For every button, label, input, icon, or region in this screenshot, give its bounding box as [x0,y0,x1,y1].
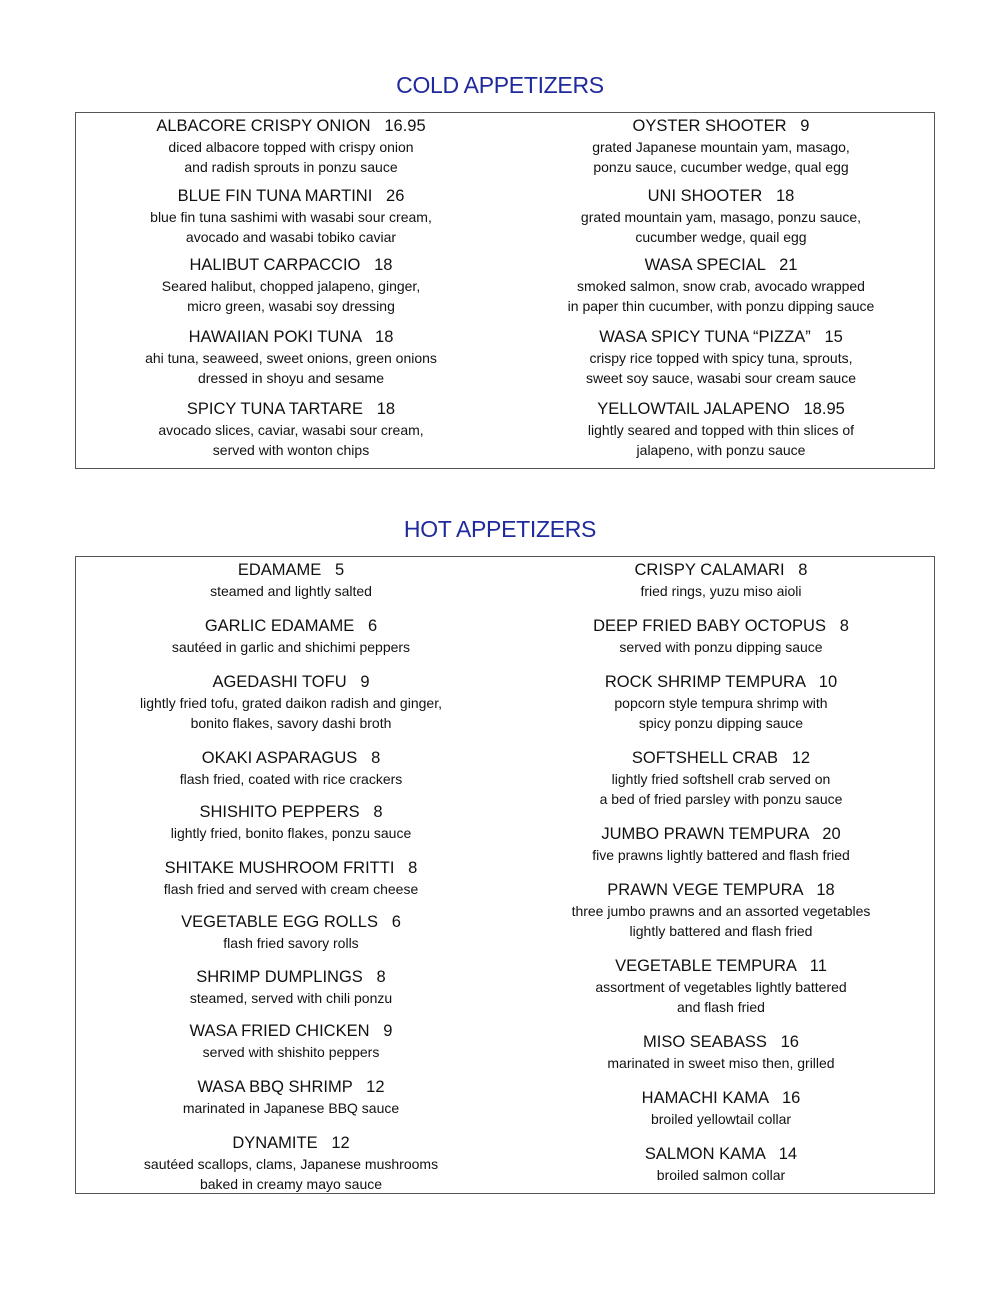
hot-appetizers-box [75,556,935,1194]
item-desc-line: flash fried, coated with rice crackers [179,771,403,787]
item-name: ROCK SHRIMP TEMPURA 10 [604,673,838,691]
item-name: WASA FRIED CHICKEN 9 [189,1022,393,1040]
item-name: SHISHITO PEPPERS 8 [199,803,383,821]
item-desc-line: served with shishito peppers [202,1044,380,1060]
item-desc-line: lightly battered and flash fried [629,923,813,939]
cold-appetizers-box [75,112,935,469]
item-name: ALBACORE CRISPY ONION 16.95 [156,117,426,135]
item-desc-line: steamed, served with chili ponzu [189,990,393,1006]
item-desc-line: assortment of vegetables lightly battered [595,979,847,995]
item-desc-line: fried rings, yuzu miso aioli [640,583,802,599]
menu-item [76,747,506,789]
item-name: VEGETABLE TEMPURA 11 [615,957,827,975]
item-desc-line: avocado and wasabi tobiko caviar [185,229,397,245]
menu-item [506,955,936,1017]
item-desc-line: blue fin tuna sashimi with wasabi sour cream, [150,209,432,225]
item-desc-line: lightly seared and topped with thin slices of [587,422,855,438]
item-desc-line: marinated in sweet miso then, grilled [607,1055,835,1071]
item-desc-line: broiled salmon collar [656,1167,786,1183]
item-desc-line: lightly fried softshell crab served on [611,771,831,787]
item-name: HAMACHI KAMA 16 [641,1089,801,1107]
item-name: OKAKI ASPARAGUS 8 [201,749,381,767]
item-name: SALMON KAMA 14 [644,1145,798,1163]
item-desc-line: sweet soy sauce, wasabi sour cream sauce [585,370,856,386]
item-name: AGEDASHI TOFU 9 [212,673,370,691]
item-name: DEEP FRIED BABY OCTOPUS 8 [593,617,849,635]
item-name: SHRIMP DUMPLINGS 8 [196,968,386,986]
item-desc-line: grated Japanese mountain yam, masago, [592,139,850,155]
item-desc-line: broiled yellowtail collar [650,1111,792,1127]
item-name: JUMBO PRAWN TEMPURA 20 [601,825,841,843]
item-name: SPICY TUNA TARTARE 18 [186,400,396,418]
menu-item [506,1143,936,1185]
item-name: CRISPY CALAMARI 8 [634,561,808,579]
item-desc-line: popcorn style tempura shrimp with [614,695,828,711]
menu-item [76,1020,506,1062]
menu-item [76,857,506,899]
cold-appetizers-title: COLD APPETIZERS [396,72,604,98]
item-desc-line: marinated in Japanese BBQ sauce [182,1100,400,1116]
menu-item [506,1031,936,1073]
menu-item [76,254,506,316]
item-desc-line: dressed in shoyu and sesame [198,370,384,386]
item-desc-line: served with wonton chips [212,442,370,458]
item-desc-line: avocado slices, caviar, wasabi sour cream, [158,422,424,438]
item-name: OYSTER SHOOTER 9 [632,117,810,135]
menu-item [76,559,506,601]
item-name: WASA SPECIAL 21 [644,256,798,274]
item-desc-line: spicy ponzu dipping sauce [638,715,804,731]
hot-appetizers-title: HOT APPETIZERS [403,516,597,542]
item-desc-line: cucumber wedge, quail egg [635,229,807,245]
item-desc-line: and radish sprouts in ponzu sauce [184,159,398,175]
item-desc-line: steamed and lightly salted [210,583,372,599]
item-desc-line: flash fried and served with cream cheese [163,881,419,897]
menu-item [76,398,506,460]
item-desc-line: and flash fried [677,999,765,1015]
item-desc-line: flash fried savory rolls [223,935,359,951]
menu-item [76,1132,506,1194]
item-desc-line: ahi tuna, seaweed, sweet onions, green onions [145,350,437,366]
menu-item [76,911,506,953]
menu-item [76,671,506,733]
menu-item [506,747,936,809]
menu-item [76,801,506,843]
item-name: YELLOWTAIL JALAPENO 18.95 [597,400,845,418]
item-desc-line: sautéed in garlic and shichimi peppers [171,639,411,655]
item-desc-line: three jumbo prawns and an assorted vegetables [571,903,871,919]
menu-item [76,115,506,177]
menu-item [506,1087,936,1129]
item-name: UNI SHOOTER 18 [647,187,795,205]
menu-item [506,823,936,865]
menu-item [76,615,506,657]
menu-item [506,615,936,657]
menu-item [76,966,506,1008]
item-desc-line: a bed of fried parsley with ponzu sauce [599,791,843,807]
item-name: HAWAIIAN POKI TUNA 18 [188,328,394,346]
menu-item [76,185,506,247]
item-name: HALIBUT CARPACCIO 18 [189,256,393,274]
item-name: SHITAKE MUSHROOM FRITTI 8 [164,859,418,877]
menu-item [506,398,936,460]
item-desc-line: in paper thin cucumber, with ponzu dipping sauce [567,298,875,314]
menu-item [76,1076,506,1118]
item-desc-line: diced albacore topped with crispy onion [168,139,414,155]
item-desc-line: lightly fried tofu, grated daikon radish and ginger, [140,695,442,711]
item-name: BLUE FIN TUNA MARTINI 26 [177,187,405,205]
item-desc-line: sautéed scallops, clams, Japanese mushrooms [143,1156,439,1172]
item-name: SOFTSHELL CRAB 12 [631,749,811,767]
item-name: EDAMAME 5 [237,561,345,579]
item-name: WASA SPICY TUNA “PIZZA” 15 [599,328,843,346]
menu-item [506,185,936,247]
menu-item [506,879,936,941]
menu-item [76,326,506,388]
item-desc-line: jalapeno, with ponzu sauce [636,442,806,458]
item-desc-line: micro green, wasabi soy dressing [187,298,395,314]
item-desc-line: grated mountain yam, masago, ponzu sauce, [580,209,862,225]
item-desc-line: smoked salmon, snow crab, avocado wrapped [577,278,865,294]
menu-item [506,559,936,601]
item-desc-line: bonito flakes, savory dashi broth [190,715,392,731]
menu-item [506,254,936,316]
item-desc-line: baked in creamy mayo sauce [199,1176,383,1192]
item-name: MISO SEABASS 16 [643,1033,799,1051]
item-desc-line: lightly fried, bonito flakes, ponzu sauce [170,825,412,841]
item-name: PRAWN VEGE TEMPURA 18 [607,881,835,899]
item-name: DYNAMITE 12 [232,1134,350,1152]
menu-item [506,671,936,733]
menu-item [506,326,936,388]
item-desc-line: served with ponzu dipping sauce [619,639,823,655]
item-name: VEGETABLE EGG ROLLS 6 [181,913,401,931]
item-name: WASA BBQ SHRIMP 12 [197,1078,385,1096]
item-desc-line: crispy rice topped with spicy tuna, sprouts, [589,350,853,366]
item-desc-line: five prawns lightly battered and flash fried [592,847,850,863]
item-desc-line: Seared halibut, chopped jalapeno, ginger, [161,278,421,294]
item-name: GARLIC EDAMAME 6 [204,617,378,635]
item-desc-line: ponzu sauce, cucumber wedge, qual egg [593,159,849,175]
menu-item [506,115,936,177]
